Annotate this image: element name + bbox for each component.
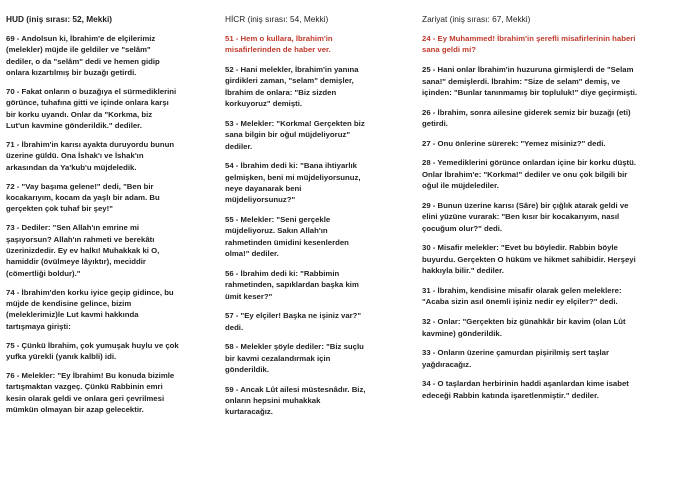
verse-line: görünce, tuhafına gitti ve içinde onlara karşı (6, 98, 169, 108)
verse-line: hakkıyla bilir." dediler. (422, 266, 504, 276)
verse-line: arkasından da Ya'kub'u müjdeledik. (6, 162, 137, 172)
verse-line: (melekler) müjde ile geldiler ve "selâm" (6, 45, 151, 55)
verse (6, 340, 220, 363)
verse-line: yağdıracağız. (422, 359, 472, 369)
verse-line: 57 - "Ey elçiler! Başka ne işiniz var?" (225, 311, 362, 321)
verse-line: müjdeliyoruz. Sakın Allah'ın (225, 226, 328, 236)
verse-line: 69 - Andolsun ki, İbrahim'e de elçilerimiz (6, 34, 156, 43)
verse (6, 287, 220, 333)
verse-line: 53 - Melekler: "Korkma! Gerçekten biz (225, 118, 365, 128)
verse (225, 160, 405, 206)
verse (6, 139, 220, 173)
verse-line: 54 - İbrahim dedi ki: "Bana ihtiyarlık (225, 161, 357, 171)
verse-line: 73 - Dediler: "Sen Allah'ın emrine mi (6, 223, 140, 233)
verse-line: 33 - Onların üzerine çamurdan pişirilmiş sert taşlar (422, 348, 610, 358)
verse-line: tartışmaktan vazgeç. Çünkü Rabbinin emri (6, 382, 163, 392)
column-title: Zariyat (iniş sırası: 67, Mekki) (422, 14, 531, 24)
verse-line: kesin olarak geldi ve onlara geri çevrilmesi (6, 393, 165, 403)
verse (422, 157, 690, 191)
verse (225, 384, 405, 418)
verse-list (6, 33, 220, 416)
verse-line: edeceği Rabbin katında işaretlenmiştir." dediler. (422, 390, 599, 400)
verse-line: rahmetinden, sapıklardan başka kim (225, 280, 359, 290)
verse-line: dedi. (225, 322, 244, 332)
verse-line: bir kavmi cezalandırmak için (225, 353, 331, 363)
verse-line: 29 - Bunun üzerine karısı (Sâre) bir çığlık atarak geldi ve (422, 200, 629, 210)
verse-line: 58 - Melekler şöyle dediler: "Biz suçlu (225, 342, 364, 352)
verse-line: gerçekten çok tuhaf bir şey!" (6, 204, 113, 214)
verse-line: 28 - Yemediklerini görünce onlardan içine bir korku düştü. (422, 158, 637, 168)
verse-line: misafirlerinden de haber ver. (225, 45, 331, 55)
verse (422, 285, 690, 308)
column-title: HUD (iniş sırası: 52, Mekki) (6, 14, 113, 24)
verse (422, 347, 690, 370)
verse-line: tartışmaya girişti: (6, 321, 71, 331)
verse-line: 72 - "Vay başıma gelene!" dedi, "Ben bir (6, 181, 154, 191)
verse-line: 56 - İbrahim dedi ki: "Rabbimin (225, 268, 340, 278)
verse-line: ümit keser?" (225, 291, 273, 301)
verse (6, 33, 220, 79)
verse-line: gelmişken, beni mi müjdeliyorsunuz, (225, 172, 361, 182)
verse (225, 64, 405, 110)
column-title: HİCR (iniş sırası: 54, Mekki) (225, 14, 329, 24)
verse-line: Lut'un kavmine gönderildik." dediler. (6, 121, 142, 131)
verse-line: 31 - İbrahim, kendisine misafir olarak gelen meleklere: (422, 285, 622, 295)
verse-line: buyurdu. Gerçekten O hüküm ve hikmet sahibidir. Herşeyi (422, 254, 636, 264)
verse-line: 26 - İbrahim, sonra ailesine giderek semiz bir buzağı (eti) (422, 107, 631, 117)
verse-line: kurtaracağız. (225, 407, 273, 417)
verse-list (422, 33, 690, 401)
verse-line: kocakarıyım, kocam da yaşlı bir adam. Bu (6, 193, 160, 203)
verse-line: onlara kızartılmış bir buzağı getirdi. (6, 68, 137, 78)
verse (6, 222, 220, 279)
verse-line: 25 - Hani onlar İbrahim'in huzuruna girmişlerdi de "Selam (422, 65, 634, 75)
verse (422, 64, 690, 98)
verse-line: rahmetinden ümidini kesenlerden (225, 237, 349, 247)
verse-line: sana bilgin bir oğul müjdeliyoruz" (225, 130, 351, 140)
verse (225, 118, 405, 152)
verse-line: getirdi. (422, 119, 448, 129)
verse-line: 59 - Ancak Lût ailesi müstesnâdır. Biz, (225, 384, 366, 394)
verse-line: (meleklerimiz)le Lut kavmi hakkında (6, 310, 139, 320)
verse (422, 107, 690, 130)
verse-line: 70 - Fakat onların o buzağıya el sürmediklerini (6, 87, 177, 97)
verse (225, 341, 405, 375)
verse-line: 52 - Hani melekler, İbrahim'in yanına (225, 65, 359, 74)
verse-line: 51 - Hem o kullara, İbrahim'in (225, 34, 333, 43)
verse-line: sana geldi mi? (422, 45, 476, 55)
verse-line: 71 - İbrahim'in karısı ayakta duruyordu bunun (6, 140, 175, 150)
verse (422, 200, 690, 234)
verse (6, 370, 220, 416)
verse (422, 33, 690, 56)
verse (6, 86, 220, 132)
verse-line: neye dayanarak beni (225, 184, 302, 194)
verse-line: mümkün olmayan bir azap gelecektir. (6, 405, 144, 415)
verse-line: Onlar İbrahim'e: "Korkma!" dediler ve onu çok bilgili bir (422, 169, 628, 179)
verse-line: dediler, o da "selâm" dedi ve hemen gidip (6, 56, 160, 66)
verse-line: üzerinizdedir. Ey ev halkı! Muhakkak ki O, (6, 246, 160, 256)
verse-line: oğul ile müjdelediler. (422, 181, 499, 191)
verse-line: girdikleri zaman, "selam" demişler, (225, 76, 354, 86)
verse-line: yufka yürekli (yanık kalbli) idi. (6, 352, 117, 362)
verse-line: olma!" dediler. (225, 249, 279, 259)
verse (225, 310, 405, 333)
verse-list (225, 33, 405, 418)
verse-line: dediler. (225, 141, 253, 151)
verse (422, 138, 690, 149)
verse (422, 316, 690, 339)
verse (225, 33, 405, 56)
verse-line: 75 - Çünkü İbrahim, çok yumuşak huylu ve çok (6, 340, 179, 350)
verse-line: 34 - O taşlardan herbirinin haddi aşanlardan kime isabet (422, 379, 629, 389)
verse-line: gönderildik. (225, 365, 270, 375)
verse-line: 32 - Onlar: "Gerçekten biz günahkâr bir kavim (olan Lût (422, 317, 626, 327)
verse-line: (cömertliği boldur)." (6, 268, 81, 278)
verse-line: 30 - Misafir melekler: "Evet bu böyledir. Rabbin böyle (422, 243, 618, 253)
verse-line: üzerine güldü. Ona İshak'ı ve İshak'ın (6, 151, 144, 161)
verse-line: müjde de kendisine gelince, bizim (6, 299, 132, 309)
verse-line: korkuyoruz" demişti. (225, 99, 303, 109)
verse-line: elini yüzüne vurarak: "Ben kısır bir kocakarıyım, nasıl (422, 212, 620, 222)
verse-line: içinden: "Bunlar tanınmamış bir topluluk!" diye geçirmişti. (422, 87, 638, 97)
column-hud (6, 14, 220, 423)
verse-line: "Acaba sizin asıl önemli işiniz nedir ey elçiler?" dedi. (422, 297, 618, 307)
verse-line: sana!" demişlerdi. İbrahim: "Size de selam" demiş, ve (422, 76, 621, 86)
verse-line: 27 - Onu önlerine sürerek: "Yemez misiniz?" dedi. (422, 138, 606, 148)
verse-line: çocuğum olur?" dedi. (422, 223, 503, 233)
verse-line: 24 - Ey Muhammed! İbrahim'in şerefli misafirlerinin haberi (422, 34, 636, 43)
verse-line: 55 - Melekler: "Seni gerçekle (225, 215, 331, 225)
verse (225, 214, 405, 260)
verse-line: müjdeliyorsunuz?" (225, 195, 296, 205)
verse-line: bir korku uyandı. Onlar da "Korkma, biz (6, 109, 153, 119)
verse-line: kavmine) gönderildik. (422, 328, 502, 338)
verse-line: 74 - İbrahim'den korku iyice geçip gidince, bu (6, 287, 174, 297)
verse-line: 76 - Melekler: "Ey İbrahim! Bu konuda bizimle (6, 370, 175, 380)
column-hicr (225, 14, 405, 426)
verse (225, 268, 405, 302)
verse-line: İbrahim de onlara: "Biz sizden (225, 87, 337, 97)
verse-line: onların hepsini muhakkak (225, 396, 321, 406)
verse-line: şaşıyorsun? Allah'ın rahmeti ve berekâtı (6, 234, 155, 244)
verse (422, 378, 690, 401)
verse (6, 181, 220, 215)
column-zariyat (422, 14, 690, 409)
verse (422, 242, 690, 276)
verse-line: hamiddir (övülmeye lâyıktır), meciddir (6, 257, 146, 267)
